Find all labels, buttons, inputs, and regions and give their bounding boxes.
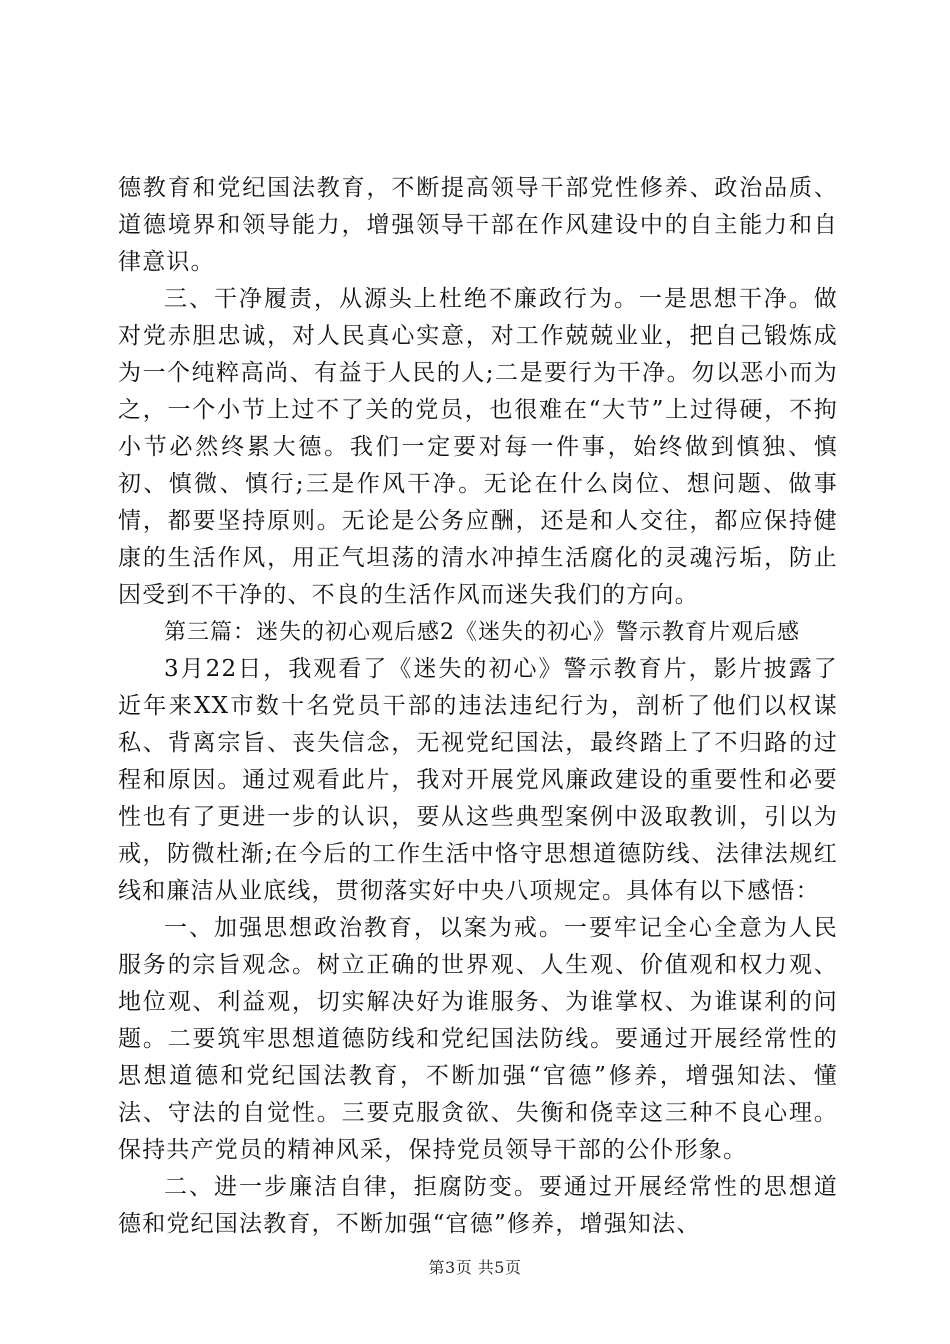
page-footer: 第3页 共5页 — [428, 1258, 522, 1277]
chapter-heading: 第三篇：迷失的初心观后感2《迷失的初心》警示教育片观后感 — [164, 620, 800, 645]
paragraph-point-one: 一、加强思想政治教育，以案为戒。一要牢记全心全意为人民服务的宗旨观念。树立正确的世界观、人生观、价值观和权力观、地位观、利益观，切实解决好为谁服务、为谁掌权、为谁谋利的问题。二要筑牢思想道德防线和党纪国法防线。要通过开展经常性的思想道德和党纪国法教育，不断加强“官德”修养，增强知法、懂法、守法的自觉性。三要克服贪欲、失衡和侥幸这三种不良心理。保持共产党员的精神风采，保持党员领导干部的公仆形象。 — [118, 915, 838, 1163]
paragraph-section-three: 三、干净履责，从源头上杜绝不廉政行为。一是思想干净。做对党赤胆忠诚，对人民真心实意，对工作兢兢业业，把自己锻炼成为一个纯粹高尚、有益于人民的人;二是要行为干净。勿以恶小而为之，一个小节上过不了关的党员，也很难在“大节”上过得硬，不拘小节必然终累大德。我们一定要对每一件事，始终做到慎独、慎初、慎微、慎行;三是作风干净。无论在什么岗位、想问题、做事情，都要坚持原则。无论是公务应酬，还是和人交往，都应保持健康的生活作风，用正气坦荡的清水冲掉生活腐化的灵魂污垢，防止因受到不干净的、不良的生活作风而迷失我们的方向。 — [118, 286, 838, 608]
document-body — [118, 170, 838, 1243]
paragraph-intro: 3月22日，我观看了《迷失的初心》警示教育片，影片披露了近年来XX市数十名党员干部的违法违纪行为，剖析了他们以权谋私、背离宗旨、丧失信念，无视党纪国法，最终踏上了不归路的过程和原因。通过观看此片，我对开展党风廉政建设的重要性和必要性也有了更进一步的认识，要从这些典型案例中汲取教训，引以为戒，防微杜渐;在今后的工作生活中恪守思想道德防线、法律法规红线和廉洁从业底线，贯彻落实好中央八项规定。具体有以下感悟： — [118, 656, 838, 904]
paragraph-point-two: 二、进一步廉洁自律，拒腐防变。要通过开展经常性的思想道德和党纪国法教育，不断加强“官德”修养，增强知法、 — [118, 1174, 838, 1237]
paragraph-continuation: 德教育和党纪国法教育，不断提高领导干部党性修养、政治品质、道德境界和领导能力，增强领导干部在作风建设中的自主能力和自律意识。 — [118, 175, 838, 275]
